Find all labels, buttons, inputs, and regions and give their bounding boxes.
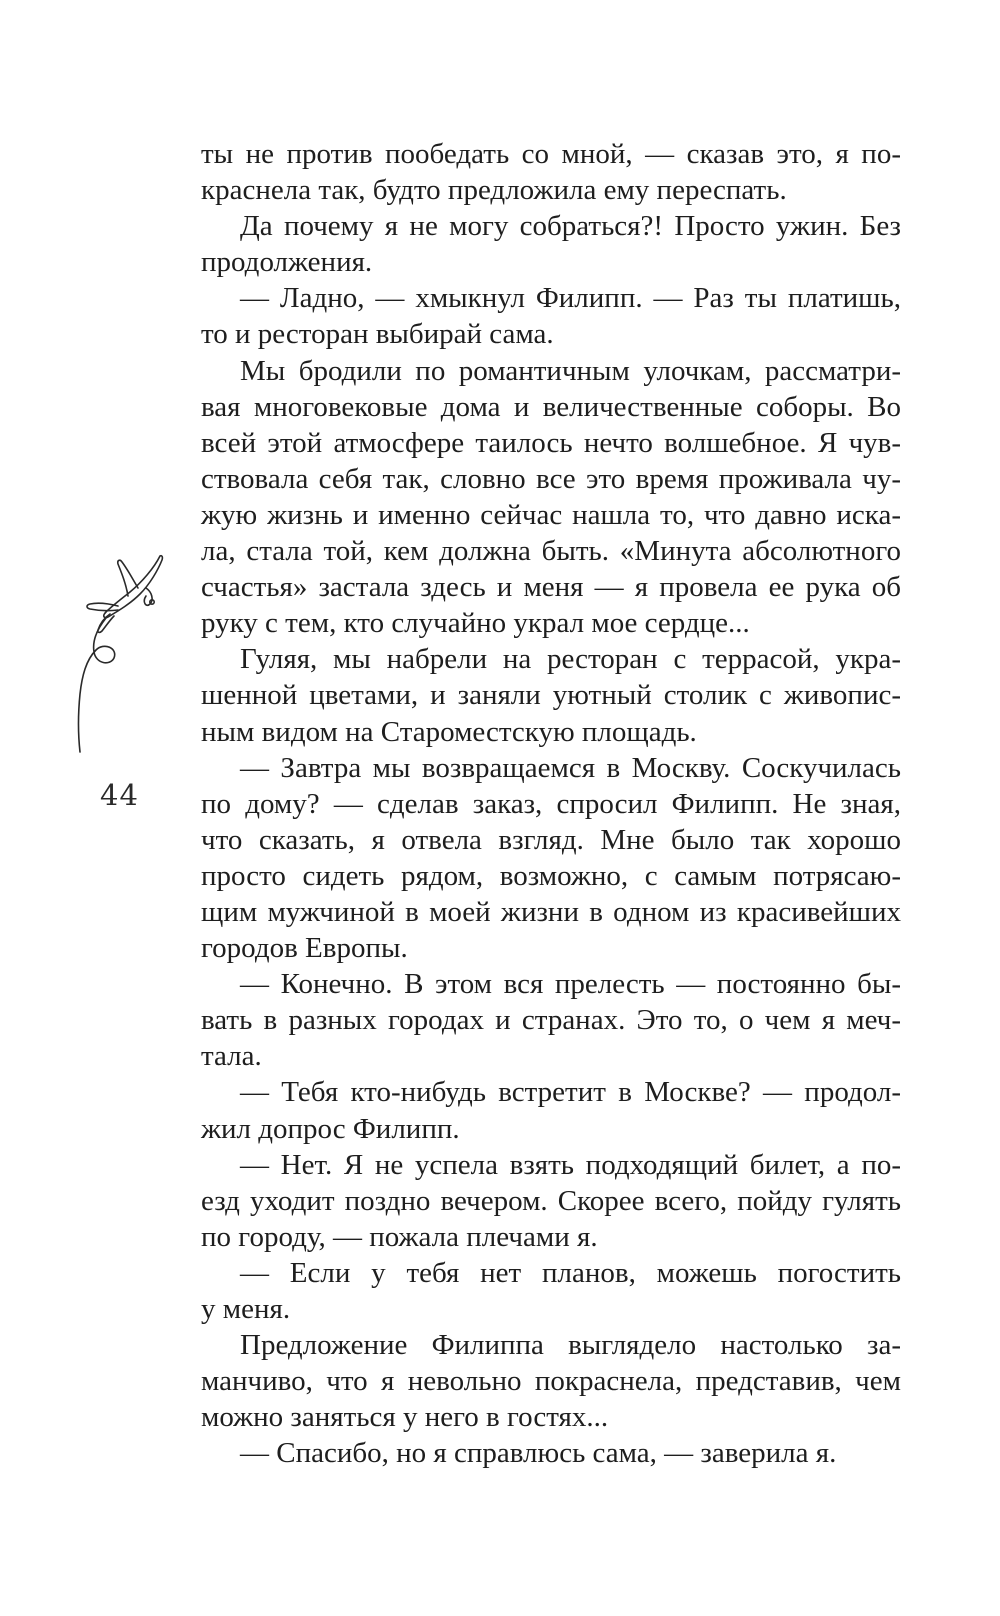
text-line: вать в разных городах и странах. Это то, о чем я меч-: [201, 1004, 901, 1037]
text-line: жил допрос Филипп.: [201, 1112, 460, 1145]
text-line: езд уходит поздно вечером. Скорее всего, пойду гулять: [201, 1184, 901, 1217]
text-line: ты не против пообедать со мной, — сказав это, я по-: [201, 138, 901, 170]
text-line: ствовала себя так, словно все это время проживала чу-: [201, 462, 901, 495]
text-line: Да почему я не могу собраться?! Просто ужин. Без: [240, 210, 901, 243]
text-line: городов Европы.: [201, 932, 408, 965]
text-line: тала.: [201, 1040, 262, 1073]
text-line: можно заняться у него в гостях...: [201, 1401, 609, 1434]
text-line: счастья» застала здесь и меня — я провела ее рука об: [201, 571, 901, 604]
text-line: Мы бродили по романтичным улочкам, рассматри-: [240, 354, 901, 387]
text-line: — Нет. Я не успела взять подходящий билет, а по-: [240, 1148, 901, 1181]
text-line: манчиво, что я невольно покраснела, представив, чем: [201, 1365, 901, 1398]
airplane-doodle-icon: [68, 548, 178, 758]
text-line: продолжения.: [201, 246, 373, 279]
text-line: то и ресторан выбирай сама.: [201, 318, 554, 351]
book-page-text: [201, 136, 901, 1471]
text-line: всей этой атмосфере таилось нечто волшебное. Я чув-: [201, 426, 901, 459]
text-line: что сказать, я отвела взгляд. Мне было так хорошо: [201, 823, 901, 856]
text-line: вая многовековые дома и величественные соборы. Во: [201, 390, 901, 423]
text-line: щим мужчиной в моей жизни в одном из красивейших: [201, 895, 901, 928]
text-line: — Завтра мы возвращаемся в Москву. Соскучилась: [240, 751, 901, 784]
text-line: ным видом на Староместскую площадь.: [201, 715, 697, 748]
text-line: — Если у тебя нет планов, можешь погостить: [240, 1256, 901, 1289]
page-number: 44: [100, 778, 139, 812]
text-line: жую жизнь и именно сейчас нашла то, что давно иска-: [201, 498, 901, 531]
text-line: — Тебя кто-нибудь встретит в Москве? — продол-: [240, 1076, 901, 1109]
text-line: ла, стала той, кем должна быть. «Минута абсолютного: [201, 535, 901, 568]
text-line: Предложение Филиппа выглядело настолько за-: [240, 1329, 901, 1362]
text-line: у меня.: [201, 1293, 291, 1325]
text-line: по городу, — пожала плечами я.: [201, 1220, 598, 1253]
text-line: шенной цветами, и заняли уютный столик с живопис-: [201, 679, 901, 712]
text-line: руку с тем, кто случайно украл мое сердце...: [201, 607, 750, 640]
text-line: просто сидеть рядом, возможно, с самым потрясаю-: [201, 859, 901, 892]
text-line: — Конечно. В этом вся прелесть — постоянно бы-: [240, 968, 901, 1001]
text-line: — Ладно, — хмыкнул Филипп. — Раз ты платишь,: [240, 282, 901, 315]
text-line: Гуляя, мы набрели на ресторан с террасой, укра-: [240, 643, 901, 676]
text-line: краснела так, будто предложила ему переспать.: [201, 174, 787, 207]
text-line: — Спасибо, но я справлюсь сама, — заверила я.: [240, 1437, 837, 1470]
text-line: по дому? — сделав заказ, спросил Филипп. Не зная,: [201, 787, 901, 820]
